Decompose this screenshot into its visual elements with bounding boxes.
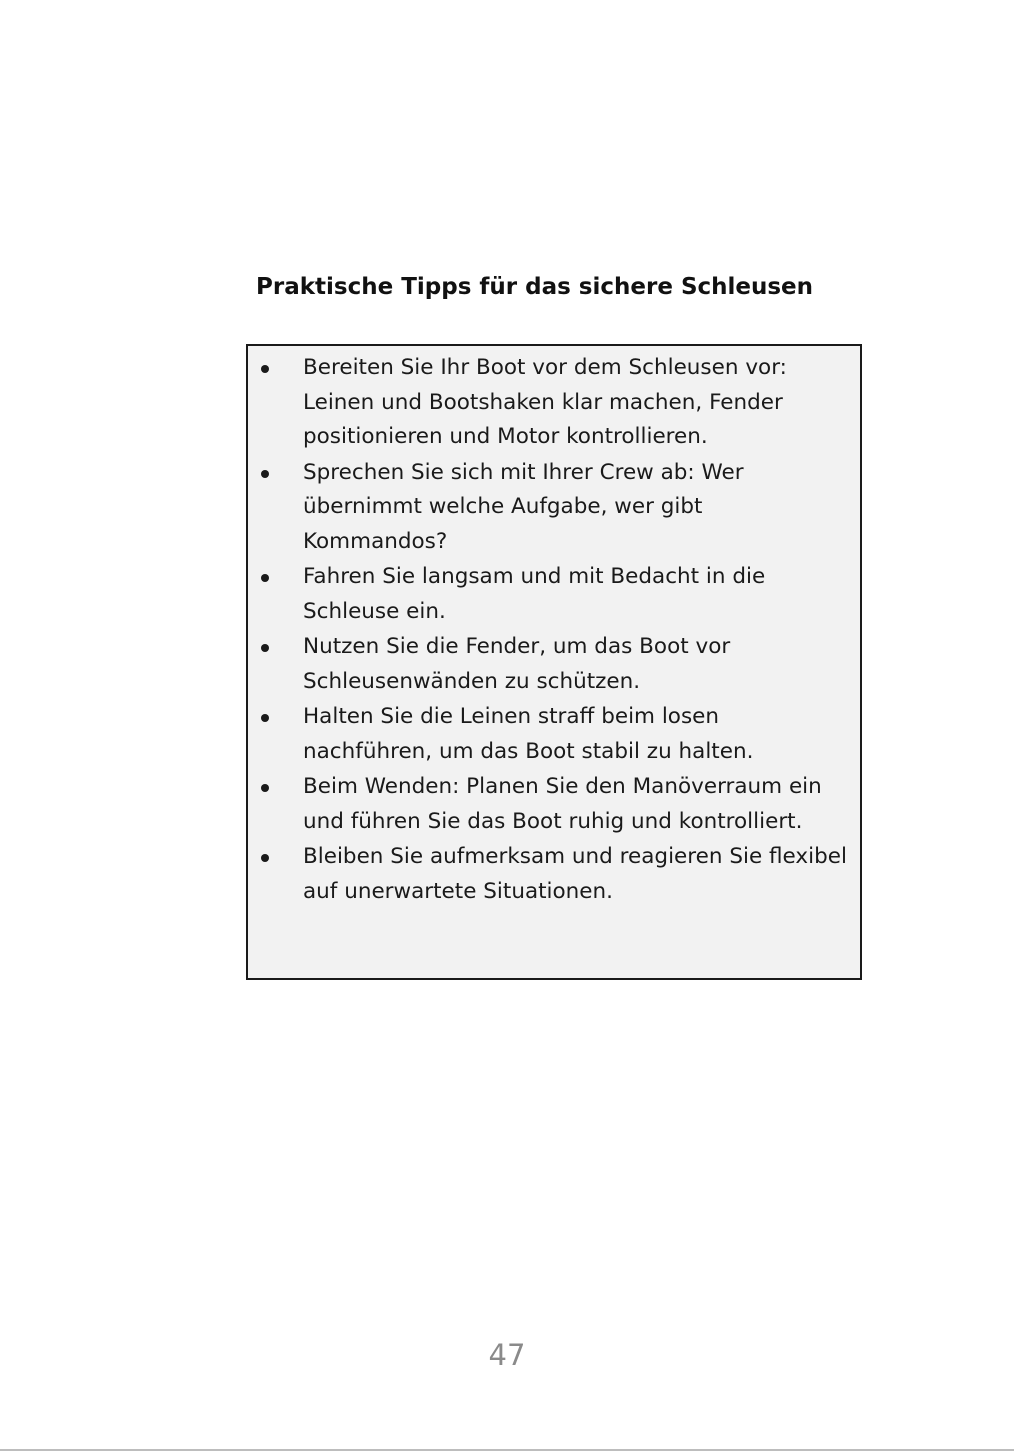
tip-text: Beim Wenden: Planen Sie den Manöverraum ein und führen Sie das Boot ruhig und kontrolliert. [303,774,822,834]
tip-text: Fahren Sie langsam und mit Bedacht in die Schleuse ein. [303,564,766,624]
tip-item [248,456,860,560]
bullet-icon [261,574,269,582]
tips-box [246,344,862,980]
bullet-icon [261,854,269,862]
tip-item [248,770,860,839]
bullet-icon [261,714,269,722]
tips-list [248,351,860,909]
bottom-divider [0,1449,1014,1451]
tip-item [248,351,860,455]
tip-item [248,560,860,629]
tip-item [248,700,860,769]
tip-text: Nutzen Sie die Fender, um das Boot vor Schleusenwänden zu schützen. [303,634,731,694]
page-number: 47 [488,1338,526,1372]
bullet-icon [261,644,269,652]
tip-text: Bereiten Sie Ihr Boot vor dem Schleusen vor: Leinen und Bootshaken klar machen, Fender positionieren und Motor kontrollieren. [303,355,787,449]
tip-item [248,630,860,699]
tip-text: Halten Sie die Leinen straff beim losen nachführen, um das Boot stabil zu halten. [303,704,754,764]
bullet-icon [261,784,269,792]
tip-text: Bleiben Sie aufmerksam und reagieren Sie flexibel auf unerwartete Situationen. [303,844,847,904]
tip-item [248,840,860,909]
page-heading: Praktische Tipps für das sichere Schleusen [256,274,814,300]
bullet-icon [261,365,269,373]
tip-text: Sprechen Sie sich mit Ihrer Crew ab: Wer übernimmt welche Aufgabe, wer gibt Kommandos? [303,459,744,554]
bullet-icon [261,470,269,478]
